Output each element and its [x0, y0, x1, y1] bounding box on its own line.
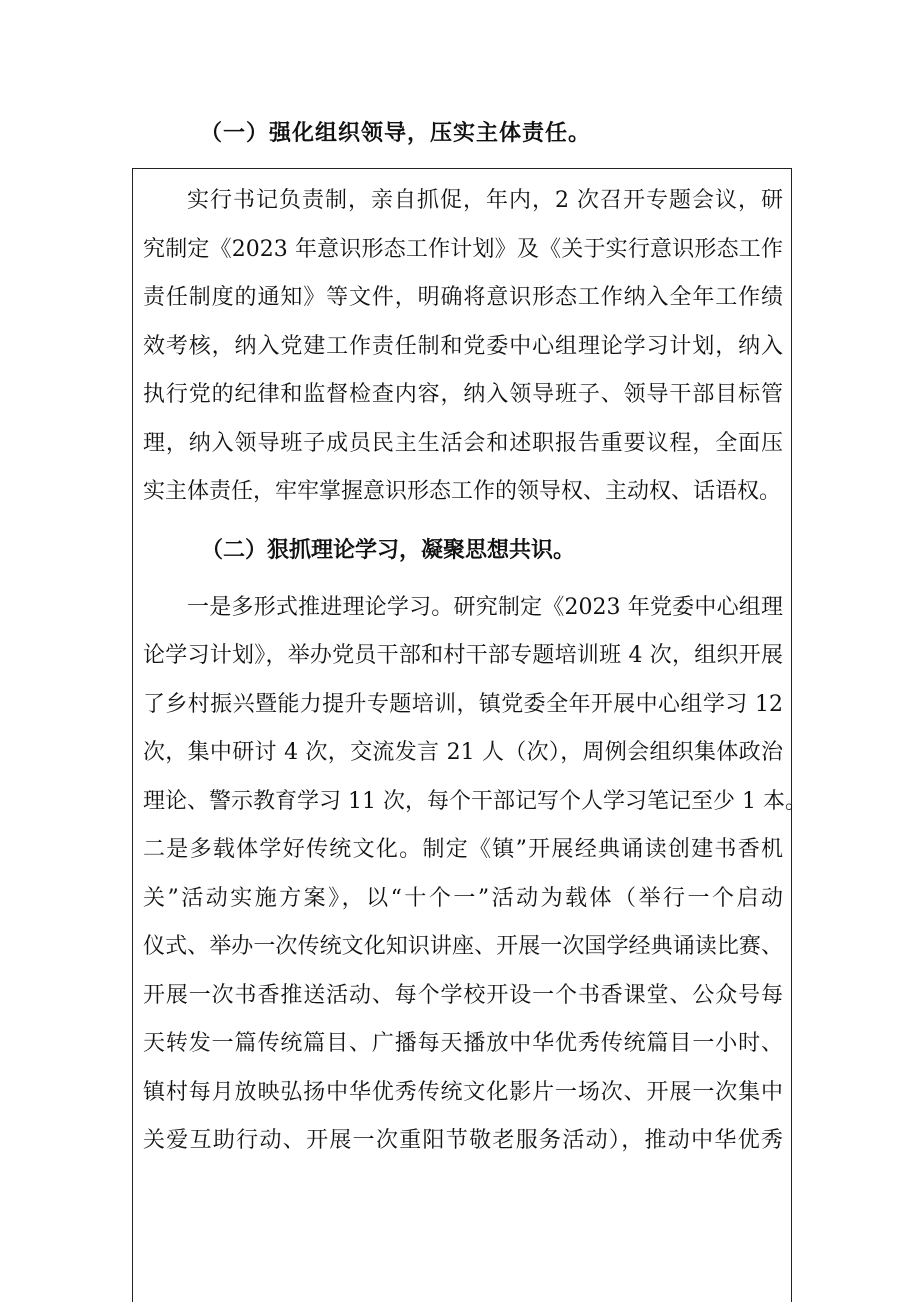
paragraph-1-line: 实主体责任，牢牢掌握意识形态工作的领导权、主动权、话语权。 [143, 479, 782, 504]
bordered-text-block [132, 168, 807, 1302]
paragraph-2-line: 关爱互助行动、开展一次重阳节敬老服务活动），推动中华优秀 [143, 1128, 783, 1153]
paragraph-2-line: 天转发一篇传统篇目、广播每天播放中华优秀传统篇目一小时、 [143, 1031, 783, 1056]
paragraph-2-line: 一是多形式推进理论学习。研究制定《2023 年党委中心组理 [187, 595, 783, 620]
paragraph-2-line: 仪式、举办一次传统文化知识讲座、开展一次国学经典诵读比赛、 [143, 934, 783, 959]
paragraph-1-line: 究制定《2023 年意识形态工作计划》及《关于实行意识形态工作 [143, 237, 783, 262]
paragraph-1-line: 实行书记负责制，亲自抓促，年内，2 次召开专题会议，研 [187, 188, 783, 213]
section-2-heading: （二）狠抓理论学习，凝聚思想共识。 [201, 537, 576, 563]
paragraph-2-line: 关”活动实施方案》，以“十个一”活动为载体（举行一个启动 [143, 886, 783, 911]
section-1-heading: （一）强化组织领导，压实主体责任。 [200, 120, 592, 146]
paragraph-2-line: 理论、警示教育学习 11 次，每个干部记写个人学习笔记至少 1 本。 [143, 789, 807, 814]
paragraph-1-line: 效考核，纳入党建工作责任制和党委中心组理论学习计划，纳入 [143, 334, 783, 359]
paragraph-1-line: 理，纳入领导班子成员民主生活会和述职报告重要议程，全面压 [143, 431, 783, 456]
paragraph-2-line: 开展一次书香推送活动、每个学校开设一个书香课堂、公众号每 [143, 983, 783, 1008]
paragraph-1-line: 责任制度的通知》等文件，明确将意识形态工作纳入全年工作绩 [143, 285, 783, 310]
paragraph-2-line: 二是多载体学好传统文化。制定《镇”开展经典诵读创建书香机 [143, 837, 783, 862]
paragraph-2-line: 论学习计划》，举办党员干部和村干部专题培训班 4 次，组织开展 [143, 643, 783, 668]
paragraph-2-line: 镇村每月放映弘扬中华优秀传统文化影片一场次、开展一次集中 [143, 1080, 783, 1105]
paragraph-2-line: 次，集中研讨 4 次，交流发言 21 人（次），周例会组织集体政治 [143, 740, 783, 765]
paragraph-1-line: 执行党的纪律和监督检查内容，纳入领导班子、领导干部目标管 [143, 382, 783, 407]
paragraph-2-line: 了乡村振兴暨能力提升专题培训，镇党委全年开展中心组学习 12 [143, 692, 783, 717]
